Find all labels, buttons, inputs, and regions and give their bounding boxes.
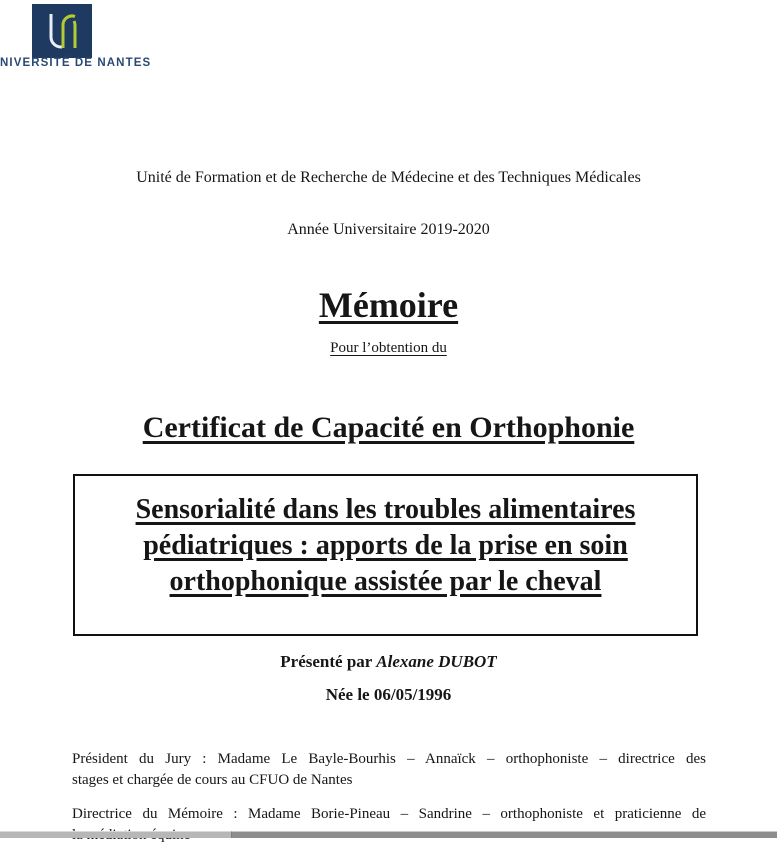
academic-year-line: Année Universitaire 2019-2020 — [0, 221, 777, 239]
jury-president-paragraph — [72, 749, 706, 790]
thesis-title-line-3: orthophonique assistée par le cheval — [75, 564, 696, 600]
birth-date-line: Née le 06/05/1996 — [0, 685, 777, 705]
bottom-edge-left-segment — [0, 831, 232, 838]
university-logo-icon — [32, 4, 92, 58]
document-type-heading: Mémoire — [0, 284, 777, 326]
purpose-line: Pour l’obtention du — [0, 340, 777, 357]
author-name: Alexane DUBOT — [376, 652, 496, 671]
thesis-title-box — [73, 474, 698, 636]
jury-president-line-2: stages et chargée de cours au CFUO de Nantes — [72, 770, 706, 791]
jury-president-line-1: Président du Jury : Madame Le Bayle-Bourhis – Annaïck – orthophoniste – directrice des — [72, 749, 706, 770]
presented-by-prefix: Présenté par — [280, 652, 376, 671]
memoir-director-line-1: Directrice du Mémoire : Madame Borie-Pineau – Sandrine – orthophoniste et praticienne de — [72, 804, 706, 825]
un-monogram-icon — [32, 4, 92, 58]
bottom-edge-right-segment — [232, 831, 777, 838]
thesis-title-line-1: Sensorialité dans les troubles alimentaires — [75, 492, 696, 528]
thesis-title-line-2: pédiatriques : apports de la prise en soin — [75, 528, 696, 564]
bottom-window-edge — [0, 831, 777, 839]
certificate-heading: Certificat de Capacité en Orthophonie — [0, 411, 777, 445]
university-wordmark: NIVERSITÉ DE NANTES — [0, 57, 151, 69]
institution-line: Unité de Formation et de Recherche de Médecine et des Techniques Médicales — [0, 169, 777, 187]
presented-by-line — [0, 652, 777, 672]
